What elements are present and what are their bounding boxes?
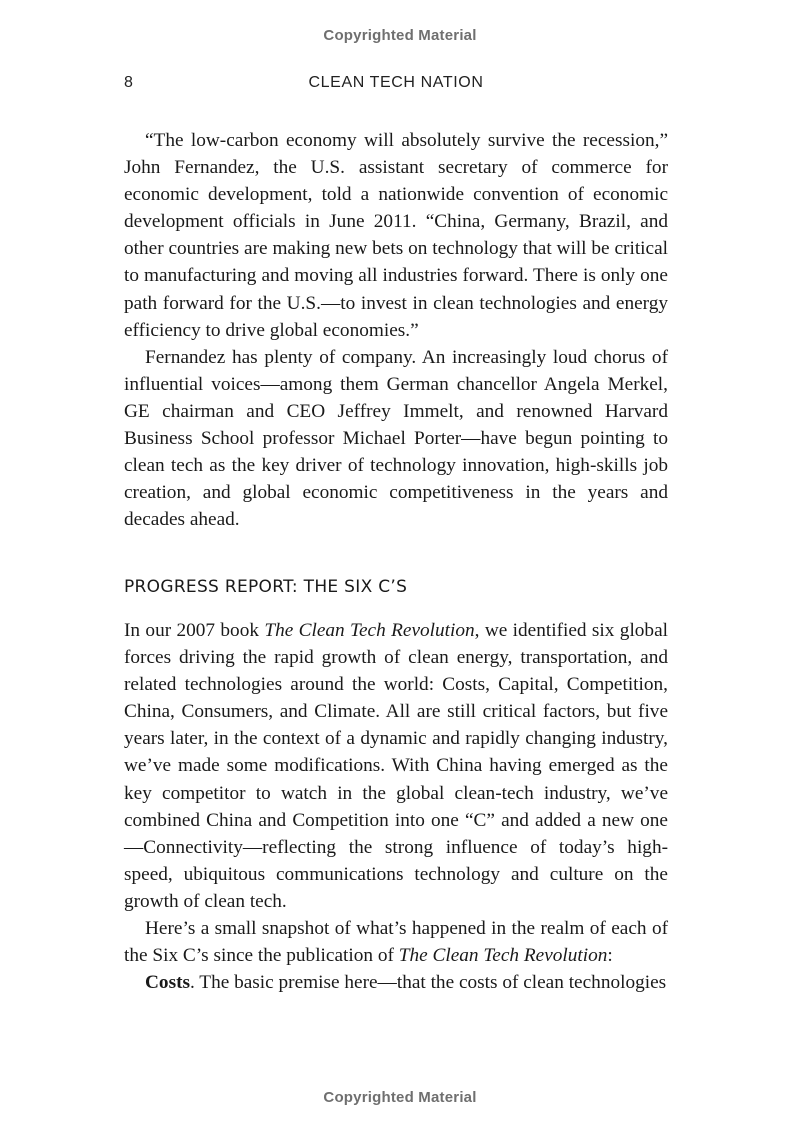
paragraph-fernandez-quote: “The low-carbon economy will absolutely survive the recession,” John Fernandez, the U.S. assistant secretary of commerce for economic development, told a nationwide convention of economic development officials in June 2011. “China, Germany, Brazil, and other countries are making new bets on technology that will be critical to manufacturing and moving all industries forward. There is only one path forward for the U.S.—to invest in clean technologies and energy efficiency to drive global economies.” [124,130,668,341]
body-text-lower [124,617,668,996]
paragraph-snapshot [124,915,668,969]
costs-label: Costs [145,972,190,994]
page-number: 8 [124,74,133,91]
book-title-italic: The Clean Tech Revolution [264,620,475,641]
book-title-italic: The Clean Tech Revolution [398,945,608,967]
running-head-title: CLEAN TECH NATION [308,74,484,91]
text-run: , we identified six global forces driving the rapid growth of clean energy, transportation, and related technologies around the world: Costs, Capital, Competition, China, Consumers, and Climate. All are still critical factors, but five years later, in the context of a dynamic and rapidly changing industry, we’ve made some modifications. With China having emerged as the key competitor to watch in the global clean-tech industry, we’ve combined China and Competition into one “C” and added a new one—Connectivity—reflecting the strong influence of today’s high-speed, ubiquitous communications technology and culture on the growth of clean tech. [124,620,668,912]
paragraph-costs [124,969,668,996]
text-run: . The basic premise here—that the costs of clean technologies [190,972,667,994]
paragraph-influential-voices: Fernandez has plenty of company. An increasingly loud chorus of influential voices—among them German chancellor Angela Merkel, GE chairman and CEO Jeffrey Immelt, and renowned Harvard Business School professor Michael Porter—have begun pointing to clean tech as the key driver of technology innovation, high-skills job creation, and global economic competitiveness in the years and decades ahead. [124,346,668,531]
text-run: In our 2007 book [124,620,265,641]
paragraph-six-forces [124,617,668,915]
copyright-watermark-bottom: Copyrighted Material [323,1089,477,1106]
body-text-upper [124,127,668,533]
text-run: : [607,945,613,967]
section-heading: PROGRESS REPORT: THE SIX C’S [124,577,408,597]
copyright-watermark-top: Copyrighted Material [323,27,477,44]
running-head [124,74,668,96]
text-run: Here’s a small snapshot of what’s happened in the realm of each of the Six C’s since the publication of [124,918,668,967]
